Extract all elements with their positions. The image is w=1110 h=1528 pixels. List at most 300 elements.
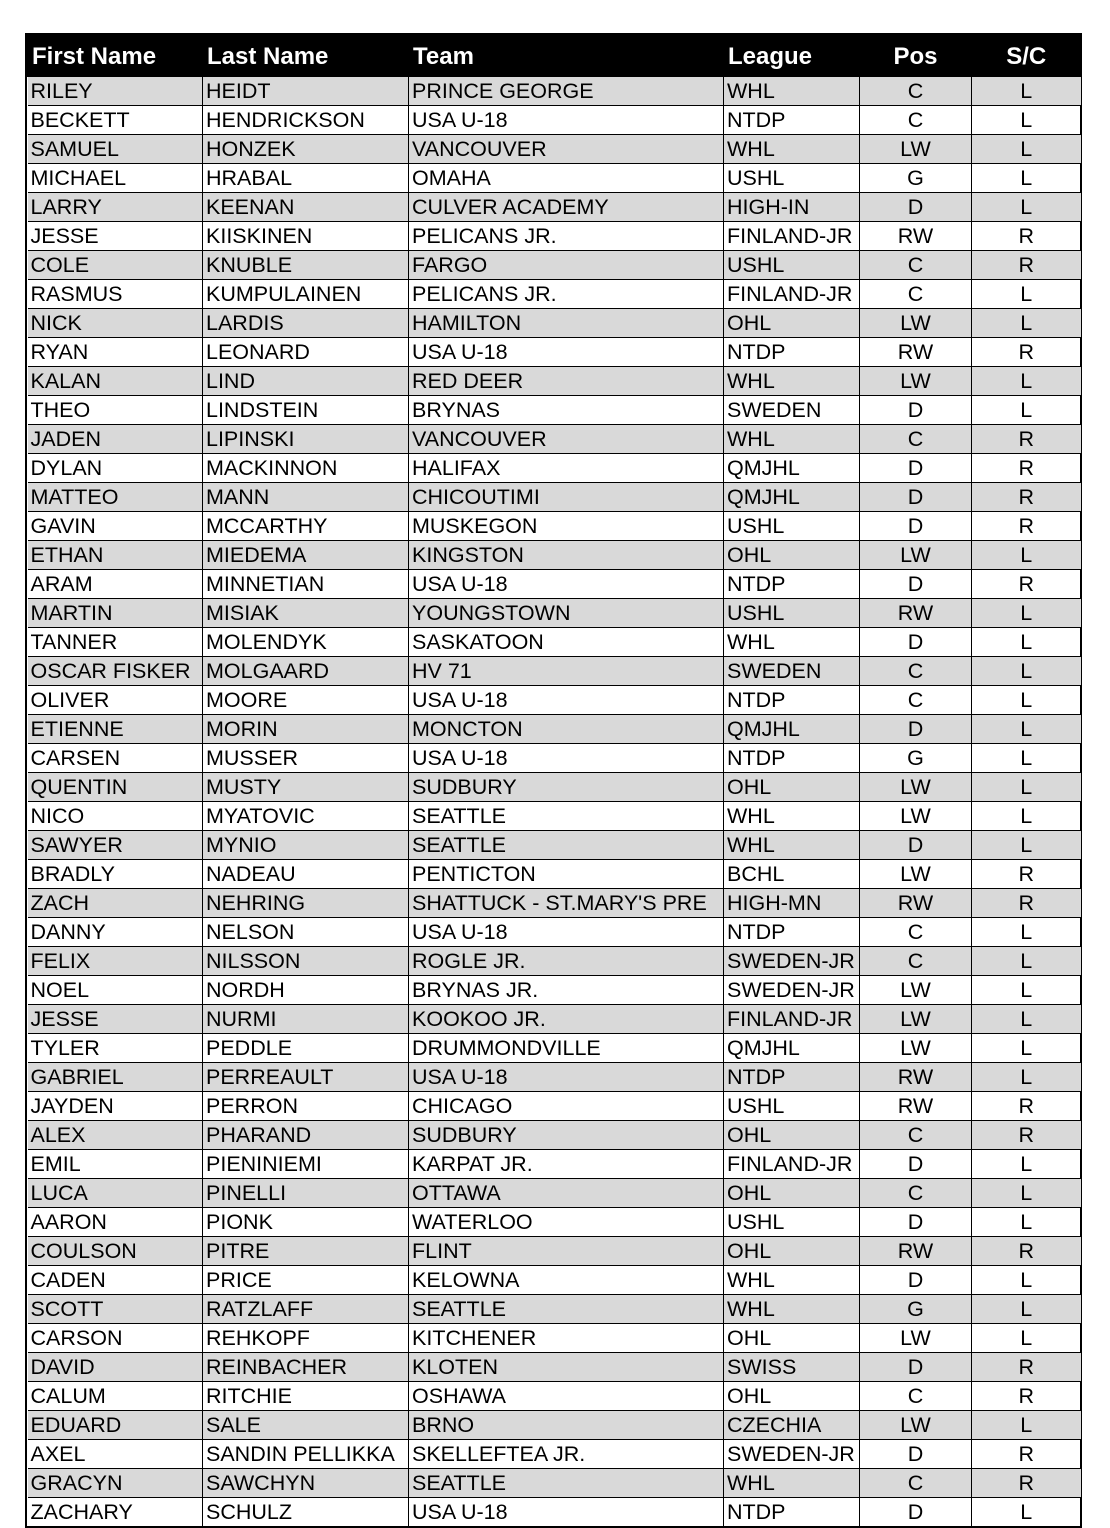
cell-pos: D xyxy=(860,715,972,744)
cell-last-name: MORIN xyxy=(203,715,409,744)
cell-league: NTDP xyxy=(724,570,860,599)
cell-league: USHL xyxy=(724,251,860,280)
cell-last-name: KEENAN xyxy=(203,193,409,222)
cell-league: NTDP xyxy=(724,918,860,947)
table-row[interactable] xyxy=(28,1295,1081,1324)
cell-pos: D xyxy=(860,1440,972,1469)
cell-shoots-catches: L xyxy=(972,1324,1081,1353)
cell-shoots-catches: L xyxy=(972,599,1081,628)
cell-league: WHL xyxy=(724,1266,860,1295)
table-row[interactable] xyxy=(28,1063,1081,1092)
cell-shoots-catches: L xyxy=(972,106,1081,135)
cell-team: USA U-18 xyxy=(409,1498,724,1527)
cell-shoots-catches: R xyxy=(972,570,1081,599)
table-row[interactable] xyxy=(28,802,1081,831)
cell-team: KINGSTON xyxy=(409,541,724,570)
cell-league: SWEDEN xyxy=(724,657,860,686)
table-row[interactable] xyxy=(28,135,1081,164)
cell-pos: D xyxy=(860,1498,972,1527)
table-row[interactable] xyxy=(28,1005,1081,1034)
cell-shoots-catches: R xyxy=(972,860,1081,889)
cell-team: VANCOUVER xyxy=(409,425,724,454)
table-row[interactable] xyxy=(28,193,1081,222)
cell-first-name: QUENTIN xyxy=(28,773,203,802)
table-row[interactable] xyxy=(28,860,1081,889)
cell-league: USHL xyxy=(724,1208,860,1237)
table-row[interactable] xyxy=(28,309,1081,338)
cell-team: FLINT xyxy=(409,1237,724,1266)
cell-pos: LW xyxy=(860,802,972,831)
cell-last-name: MCCARTHY xyxy=(203,512,409,541)
cell-last-name: PITRE xyxy=(203,1237,409,1266)
header-last-name[interactable]: Last Name xyxy=(203,35,409,77)
header-sc[interactable]: S/C xyxy=(972,35,1081,77)
cell-team: USA U-18 xyxy=(409,570,724,599)
table-row[interactable] xyxy=(28,1034,1081,1063)
cell-pos: C xyxy=(860,425,972,454)
cell-league: OHL xyxy=(724,1382,860,1411)
cell-team: HALIFAX xyxy=(409,454,724,483)
table-row[interactable] xyxy=(28,715,1081,744)
cell-pos: RW xyxy=(860,1092,972,1121)
cell-league: NTDP xyxy=(724,1063,860,1092)
cell-league: NTDP xyxy=(724,744,860,773)
cell-first-name: NOEL xyxy=(28,976,203,1005)
cell-shoots-catches: L xyxy=(972,976,1081,1005)
table-row[interactable] xyxy=(28,773,1081,802)
table-row[interactable] xyxy=(28,1179,1081,1208)
cell-first-name: CARSON xyxy=(28,1324,203,1353)
cell-first-name: TYLER xyxy=(28,1034,203,1063)
cell-last-name: MOORE xyxy=(203,686,409,715)
cell-first-name: EMIL xyxy=(28,1150,203,1179)
cell-league: HIGH-MN xyxy=(724,889,860,918)
cell-pos: D xyxy=(860,1150,972,1179)
cell-pos: RW xyxy=(860,222,972,251)
cell-pos: LW xyxy=(860,773,972,802)
table-row[interactable] xyxy=(28,512,1081,541)
cell-last-name: HRABAL xyxy=(203,164,409,193)
cell-team: SKELLEFTEA JR. xyxy=(409,1440,724,1469)
cell-shoots-catches: R xyxy=(972,1121,1081,1150)
cell-last-name: MUSSER xyxy=(203,744,409,773)
cell-shoots-catches: R xyxy=(972,512,1081,541)
cell-last-name: KNUBLE xyxy=(203,251,409,280)
cell-last-name: NORDH xyxy=(203,976,409,1005)
cell-shoots-catches: R xyxy=(972,454,1081,483)
table-row[interactable] xyxy=(28,686,1081,715)
cell-pos: D xyxy=(860,570,972,599)
cell-league: WHL xyxy=(724,367,860,396)
cell-shoots-catches: L xyxy=(972,628,1081,657)
cell-last-name: SANDIN PELLIKKA xyxy=(203,1440,409,1469)
table-row[interactable] xyxy=(28,164,1081,193)
cell-pos: C xyxy=(860,686,972,715)
cell-first-name: MATTEO xyxy=(28,483,203,512)
table-row[interactable] xyxy=(28,1237,1081,1266)
cell-shoots-catches: L xyxy=(972,1005,1081,1034)
cell-pos: RW xyxy=(860,889,972,918)
cell-first-name: GAVIN xyxy=(28,512,203,541)
cell-last-name: KIISKINEN xyxy=(203,222,409,251)
table-row[interactable] xyxy=(28,889,1081,918)
cell-league: WHL xyxy=(724,135,860,164)
cell-pos: LW xyxy=(860,1411,972,1440)
cell-pos: C xyxy=(860,77,972,106)
cell-team: CHICAGO xyxy=(409,1092,724,1121)
table-row[interactable] xyxy=(28,570,1081,599)
player-table xyxy=(27,35,1081,1526)
cell-pos: C xyxy=(860,251,972,280)
cell-team: RED DEER xyxy=(409,367,724,396)
cell-pos: G xyxy=(860,1295,972,1324)
cell-first-name: EDUARD xyxy=(28,1411,203,1440)
cell-team: HV 71 xyxy=(409,657,724,686)
cell-pos: LW xyxy=(860,135,972,164)
cell-pos: RW xyxy=(860,1237,972,1266)
cell-first-name: DYLAN xyxy=(28,454,203,483)
cell-last-name: PRICE xyxy=(203,1266,409,1295)
cell-league: NTDP xyxy=(724,686,860,715)
cell-first-name: KALAN xyxy=(28,367,203,396)
cell-league: SWEDEN-JR xyxy=(724,976,860,1005)
cell-league: SWEDEN-JR xyxy=(724,947,860,976)
cell-team: USA U-18 xyxy=(409,744,724,773)
header-team[interactable]: Team xyxy=(409,35,724,77)
cell-last-name: LEONARD xyxy=(203,338,409,367)
cell-first-name: RILEY xyxy=(28,77,203,106)
cell-last-name: REINBACHER xyxy=(203,1353,409,1382)
cell-last-name: PIONK xyxy=(203,1208,409,1237)
cell-shoots-catches: L xyxy=(972,280,1081,309)
cell-league: WHL xyxy=(724,802,860,831)
cell-pos: LW xyxy=(860,309,972,338)
cell-first-name: DANNY xyxy=(28,918,203,947)
cell-pos: D xyxy=(860,193,972,222)
table-row[interactable] xyxy=(28,1266,1081,1295)
cell-pos: C xyxy=(860,1179,972,1208)
cell-league: USHL xyxy=(724,1092,860,1121)
cell-first-name: LARRY xyxy=(28,193,203,222)
cell-league: QMJHL xyxy=(724,483,860,512)
cell-team: FARGO xyxy=(409,251,724,280)
table-row[interactable] xyxy=(28,338,1081,367)
cell-team: ROGLE JR. xyxy=(409,947,724,976)
cell-shoots-catches: R xyxy=(972,425,1081,454)
cell-first-name: TANNER xyxy=(28,628,203,657)
cell-team: WATERLOO xyxy=(409,1208,724,1237)
cell-shoots-catches: L xyxy=(972,1179,1081,1208)
cell-pos: D xyxy=(860,396,972,425)
cell-last-name: MISIAK xyxy=(203,599,409,628)
cell-pos: LW xyxy=(860,541,972,570)
cell-last-name: MUSTY xyxy=(203,773,409,802)
cell-last-name: PINELLI xyxy=(203,1179,409,1208)
cell-pos: C xyxy=(860,657,972,686)
cell-shoots-catches: L xyxy=(972,1034,1081,1063)
cell-league: USHL xyxy=(724,164,860,193)
cell-league: NTDP xyxy=(724,106,860,135)
cell-shoots-catches: L xyxy=(972,715,1081,744)
cell-last-name: NADEAU xyxy=(203,860,409,889)
table-row[interactable] xyxy=(28,1382,1081,1411)
table-row[interactable] xyxy=(28,1353,1081,1382)
table-row[interactable] xyxy=(28,1469,1081,1498)
cell-team: OTTAWA xyxy=(409,1179,724,1208)
cell-league: BCHL xyxy=(724,860,860,889)
cell-league: QMJHL xyxy=(724,1034,860,1063)
cell-last-name: REHKOPF xyxy=(203,1324,409,1353)
cell-last-name: MIEDEMA xyxy=(203,541,409,570)
cell-first-name: JADEN xyxy=(28,425,203,454)
cell-first-name: JESSE xyxy=(28,1005,203,1034)
cell-team: SEATTLE xyxy=(409,1295,724,1324)
table-row[interactable] xyxy=(28,831,1081,860)
header-row xyxy=(28,35,1081,77)
cell-team: PELICANS JR. xyxy=(409,222,724,251)
cell-shoots-catches: R xyxy=(972,1440,1081,1469)
cell-last-name: HEIDT xyxy=(203,77,409,106)
cell-first-name: MICHAEL xyxy=(28,164,203,193)
cell-pos: D xyxy=(860,1266,972,1295)
table-row[interactable] xyxy=(28,628,1081,657)
cell-team: YOUNGSTOWN xyxy=(409,599,724,628)
cell-league: WHL xyxy=(724,425,860,454)
cell-pos: D xyxy=(860,483,972,512)
cell-shoots-catches: L xyxy=(972,918,1081,947)
cell-shoots-catches: R xyxy=(972,1382,1081,1411)
cell-last-name: MINNETIAN xyxy=(203,570,409,599)
cell-last-name: PERREAULT xyxy=(203,1063,409,1092)
cell-last-name: MANN xyxy=(203,483,409,512)
table-row[interactable] xyxy=(28,367,1081,396)
table-row[interactable] xyxy=(28,1150,1081,1179)
cell-league: SWEDEN xyxy=(724,396,860,425)
cell-shoots-catches: L xyxy=(972,1150,1081,1179)
header-pos[interactable]: Pos xyxy=(860,35,972,77)
cell-last-name: PEDDLE xyxy=(203,1034,409,1063)
cell-league: QMJHL xyxy=(724,715,860,744)
cell-pos: RW xyxy=(860,338,972,367)
cell-shoots-catches: L xyxy=(972,657,1081,686)
cell-last-name: MYATOVIC xyxy=(203,802,409,831)
cell-league: HIGH-IN xyxy=(724,193,860,222)
cell-team: VANCOUVER xyxy=(409,135,724,164)
table-row[interactable] xyxy=(28,657,1081,686)
cell-last-name: HENDRICKSON xyxy=(203,106,409,135)
table-row[interactable] xyxy=(28,454,1081,483)
cell-league: WHL xyxy=(724,77,860,106)
cell-league: OHL xyxy=(724,541,860,570)
table-row[interactable] xyxy=(28,251,1081,280)
cell-pos: LW xyxy=(860,1005,972,1034)
cell-last-name: PIENINIEMI xyxy=(203,1150,409,1179)
cell-first-name: ALEX xyxy=(28,1121,203,1150)
cell-shoots-catches: R xyxy=(972,338,1081,367)
cell-shoots-catches: L xyxy=(972,744,1081,773)
cell-first-name: ZACH xyxy=(28,889,203,918)
cell-shoots-catches: L xyxy=(972,1295,1081,1324)
cell-first-name: BRADLY xyxy=(28,860,203,889)
cell-last-name: NILSSON xyxy=(203,947,409,976)
table-row[interactable] xyxy=(28,425,1081,454)
cell-shoots-catches: L xyxy=(972,1208,1081,1237)
cell-first-name: DAVID xyxy=(28,1353,203,1382)
cell-first-name: AXEL xyxy=(28,1440,203,1469)
cell-team: KOOKOO JR. xyxy=(409,1005,724,1034)
cell-league: SWISS xyxy=(724,1353,860,1382)
cell-first-name: GRACYN xyxy=(28,1469,203,1498)
cell-team: BRYNAS xyxy=(409,396,724,425)
cell-first-name: OLIVER xyxy=(28,686,203,715)
table-row[interactable] xyxy=(28,483,1081,512)
table-row[interactable] xyxy=(28,77,1081,106)
table-row[interactable] xyxy=(28,1121,1081,1150)
player-table-container xyxy=(25,33,1082,1528)
cell-last-name: MYNIO xyxy=(203,831,409,860)
cell-league: OHL xyxy=(724,1237,860,1266)
table-row[interactable] xyxy=(28,541,1081,570)
cell-league: NTDP xyxy=(724,338,860,367)
cell-league: OHL xyxy=(724,773,860,802)
cell-pos: G xyxy=(860,164,972,193)
cell-pos: C xyxy=(860,918,972,947)
cell-team: USA U-18 xyxy=(409,686,724,715)
cell-pos: C xyxy=(860,1469,972,1498)
cell-first-name: LUCA xyxy=(28,1179,203,1208)
table-row[interactable] xyxy=(28,1440,1081,1469)
cell-pos: LW xyxy=(860,367,972,396)
cell-pos: C xyxy=(860,1382,972,1411)
cell-first-name: OSCAR FISKER xyxy=(28,657,203,686)
table-row[interactable] xyxy=(28,947,1081,976)
cell-team: USA U-18 xyxy=(409,338,724,367)
cell-team: MONCTON xyxy=(409,715,724,744)
cell-last-name: LARDIS xyxy=(203,309,409,338)
cell-last-name: HONZEK xyxy=(203,135,409,164)
cell-team: DRUMMONDVILLE xyxy=(409,1034,724,1063)
cell-team: KLOTEN xyxy=(409,1353,724,1382)
cell-first-name: NICK xyxy=(28,309,203,338)
cell-league: WHL xyxy=(724,831,860,860)
cell-first-name: RASMUS xyxy=(28,280,203,309)
cell-last-name: MOLGAARD xyxy=(203,657,409,686)
cell-last-name: MOLENDYK xyxy=(203,628,409,657)
table-row[interactable] xyxy=(28,1411,1081,1440)
table-row[interactable] xyxy=(28,744,1081,773)
cell-first-name: CALUM xyxy=(28,1382,203,1411)
cell-pos: LW xyxy=(860,860,972,889)
table-row[interactable] xyxy=(28,106,1081,135)
cell-pos: RW xyxy=(860,599,972,628)
cell-shoots-catches: L xyxy=(972,1411,1081,1440)
cell-team: SHATTUCK - ST.MARY'S PRE xyxy=(409,889,724,918)
cell-first-name: RYAN xyxy=(28,338,203,367)
cell-league: OHL xyxy=(724,1179,860,1208)
cell-shoots-catches: L xyxy=(972,1498,1081,1527)
cell-team: KELOWNA xyxy=(409,1266,724,1295)
cell-shoots-catches: L xyxy=(972,367,1081,396)
cell-shoots-catches: R xyxy=(972,1092,1081,1121)
cell-pos: D xyxy=(860,831,972,860)
cell-last-name: NEHRING xyxy=(203,889,409,918)
cell-team: SUDBURY xyxy=(409,773,724,802)
cell-team: SEATTLE xyxy=(409,1469,724,1498)
cell-team: CHICOUTIMI xyxy=(409,483,724,512)
cell-shoots-catches: L xyxy=(972,77,1081,106)
table-row[interactable] xyxy=(28,976,1081,1005)
table-row[interactable] xyxy=(28,1208,1081,1237)
cell-team: HAMILTON xyxy=(409,309,724,338)
cell-league: NTDP xyxy=(724,1498,860,1527)
cell-league: USHL xyxy=(724,599,860,628)
cell-last-name: LIPINSKI xyxy=(203,425,409,454)
cell-team: PELICANS JR. xyxy=(409,280,724,309)
cell-team: BRNO xyxy=(409,1411,724,1440)
cell-league: QMJHL xyxy=(724,454,860,483)
table-body xyxy=(28,77,1081,1526)
cell-shoots-catches: L xyxy=(972,193,1081,222)
cell-first-name: CADEN xyxy=(28,1266,203,1295)
cell-team: SUDBURY xyxy=(409,1121,724,1150)
cell-league: OHL xyxy=(724,1121,860,1150)
cell-shoots-catches: L xyxy=(972,309,1081,338)
cell-league: FINLAND-JR xyxy=(724,222,860,251)
cell-first-name: AARON xyxy=(28,1208,203,1237)
cell-shoots-catches: L xyxy=(972,802,1081,831)
cell-shoots-catches: R xyxy=(972,483,1081,512)
cell-team: BRYNAS JR. xyxy=(409,976,724,1005)
cell-team: MUSKEGON xyxy=(409,512,724,541)
cell-last-name: PHARAND xyxy=(203,1121,409,1150)
cell-team: OSHAWA xyxy=(409,1382,724,1411)
table-row[interactable] xyxy=(28,1092,1081,1121)
cell-league: OHL xyxy=(724,1324,860,1353)
table-row[interactable] xyxy=(28,396,1081,425)
cell-pos: D xyxy=(860,1208,972,1237)
cell-shoots-catches: L xyxy=(972,1063,1081,1092)
table-row[interactable] xyxy=(28,599,1081,628)
cell-pos: C xyxy=(860,1121,972,1150)
header-first-name[interactable]: First Name xyxy=(28,35,203,77)
table-row[interactable] xyxy=(28,1324,1081,1353)
cell-shoots-catches: L xyxy=(972,686,1081,715)
cell-pos: D xyxy=(860,454,972,483)
cell-shoots-catches: L xyxy=(972,541,1081,570)
cell-pos: C xyxy=(860,947,972,976)
cell-last-name: RATZLAFF xyxy=(203,1295,409,1324)
cell-last-name: RITCHIE xyxy=(203,1382,409,1411)
cell-team: SASKATOON xyxy=(409,628,724,657)
cell-first-name: MARTIN xyxy=(28,599,203,628)
header-league[interactable]: League xyxy=(724,35,860,77)
cell-team: SEATTLE xyxy=(409,802,724,831)
table-row[interactable] xyxy=(28,918,1081,947)
cell-last-name: KUMPULAINEN xyxy=(203,280,409,309)
cell-pos: G xyxy=(860,744,972,773)
cell-last-name: SCHULZ xyxy=(203,1498,409,1527)
cell-last-name: LINDSTEIN xyxy=(203,396,409,425)
cell-last-name: SAWCHYN xyxy=(203,1469,409,1498)
cell-first-name: SAWYER xyxy=(28,831,203,860)
table-row[interactable] xyxy=(28,222,1081,251)
cell-pos: D xyxy=(860,628,972,657)
cell-first-name: SCOTT xyxy=(28,1295,203,1324)
cell-pos: C xyxy=(860,280,972,309)
cell-first-name: THEO xyxy=(28,396,203,425)
table-row[interactable] xyxy=(28,280,1081,309)
cell-pos: C xyxy=(860,106,972,135)
